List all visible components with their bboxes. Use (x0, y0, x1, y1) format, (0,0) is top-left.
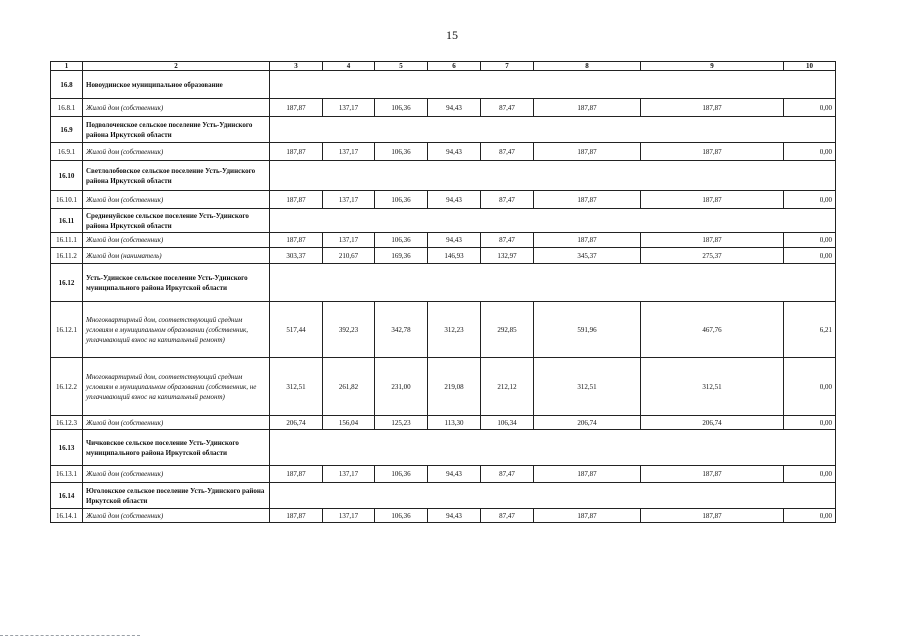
item-row (51, 233, 836, 248)
section-name: Усть-Удинское сельское поселение Усть-Удинского муниципального района Иркутской области (83, 264, 270, 302)
row-code: 16.12 (51, 264, 83, 302)
value-cell: 345,37 (534, 248, 641, 264)
value-cell: 303,37 (270, 248, 323, 264)
value-cell: 87,47 (481, 191, 534, 209)
row-code: 16.14.1 (51, 509, 83, 523)
value-cell: 187,87 (641, 233, 784, 248)
value-cell: 94,43 (428, 99, 481, 117)
value-cell: 106,34 (481, 416, 534, 430)
section-row (51, 430, 836, 466)
value-cell: 187,87 (270, 466, 323, 483)
value-cell: 106,36 (375, 99, 428, 117)
section-empty-cell (270, 209, 836, 233)
value-cell: 169,36 (375, 248, 428, 264)
value-cell: 0,00 (784, 143, 836, 161)
section-name: Чичковское сельское поселение Усть-Удинского муниципального района Иркутской области (83, 430, 270, 466)
row-code: 16.12.3 (51, 416, 83, 430)
value-cell: 87,47 (481, 509, 534, 523)
value-cell: 187,87 (534, 191, 641, 209)
item-row (51, 191, 836, 209)
housing-type: Многоквартирный дом, соответствующий средним условиям в муниципальном образовании (собственник, не уплачивающий взнос на капитальный ремонт) (83, 358, 270, 416)
row-code: 16.13 (51, 430, 83, 466)
value-cell: 261,82 (323, 358, 375, 416)
value-cell: 94,43 (428, 466, 481, 483)
value-cell: 106,36 (375, 143, 428, 161)
housing-type: Жилой дом (собственник) (83, 233, 270, 248)
housing-type: Многоквартирный дом, соответствующий средним условиям в муниципальном образовании (собственник, уплачивающий взнос на капитальный ремонт) (83, 302, 270, 358)
value-cell: 312,51 (270, 358, 323, 416)
value-cell: 467,76 (641, 302, 784, 358)
value-cell: 94,43 (428, 509, 481, 523)
section-empty-cell (270, 430, 836, 466)
value-cell: 187,87 (534, 233, 641, 248)
value-cell: 231,00 (375, 358, 428, 416)
value-cell: 0,00 (784, 358, 836, 416)
value-cell: 137,17 (323, 466, 375, 483)
value-cell: 187,87 (641, 99, 784, 117)
value-cell: 219,08 (428, 358, 481, 416)
row-code: 16.9.1 (51, 143, 83, 161)
value-cell: 106,36 (375, 233, 428, 248)
value-cell: 94,43 (428, 233, 481, 248)
value-cell: 206,74 (641, 416, 784, 430)
value-cell: 210,67 (323, 248, 375, 264)
column-header: 4 (323, 62, 375, 71)
value-cell: 312,51 (641, 358, 784, 416)
value-cell: 0,00 (784, 233, 836, 248)
section-name: Средненуйское сельское поселение Усть-Удинского района Иркутской области (83, 209, 270, 233)
section-row (51, 209, 836, 233)
page-number: 15 (446, 28, 458, 42)
housing-type: Жилой дом (собственник) (83, 191, 270, 209)
section-empty-cell (270, 161, 836, 191)
value-cell: 187,87 (270, 233, 323, 248)
column-header: 8 (534, 62, 641, 71)
value-cell: 137,17 (323, 233, 375, 248)
item-row (51, 248, 836, 264)
value-cell: 87,47 (481, 233, 534, 248)
section-row (51, 71, 836, 99)
value-cell: 0,00 (784, 466, 836, 483)
row-code: 16.10.1 (51, 191, 83, 209)
value-cell: 87,47 (481, 143, 534, 161)
column-header: 2 (83, 62, 270, 71)
value-cell: 392,23 (323, 302, 375, 358)
value-cell: 0,00 (784, 191, 836, 209)
value-cell: 312,23 (428, 302, 481, 358)
section-row (51, 161, 836, 191)
section-name: Подволоченское сельское поселение Усть-Удинского района Иркутской области (83, 117, 270, 143)
value-cell: 106,36 (375, 466, 428, 483)
column-header: 3 (270, 62, 323, 71)
column-header: 6 (428, 62, 481, 71)
value-cell: 187,87 (270, 191, 323, 209)
value-cell: 187,87 (534, 509, 641, 523)
row-code: 16.11.2 (51, 248, 83, 264)
value-cell: 187,87 (641, 191, 784, 209)
value-cell: 137,17 (323, 191, 375, 209)
column-header: 10 (784, 62, 836, 71)
value-cell: 312,51 (534, 358, 641, 416)
housing-type: Жилой дом (собственник) (83, 416, 270, 430)
value-cell: 0,00 (784, 99, 836, 117)
housing-type: Жилой дом (собственник) (83, 99, 270, 117)
row-code: 16.12.2 (51, 358, 83, 416)
value-cell: 517,44 (270, 302, 323, 358)
value-cell: 342,78 (375, 302, 428, 358)
column-header: 7 (481, 62, 534, 71)
value-cell: 137,17 (323, 99, 375, 117)
value-cell: 137,17 (323, 143, 375, 161)
section-row (51, 483, 836, 509)
value-cell: 0,00 (784, 248, 836, 264)
column-header: 5 (375, 62, 428, 71)
section-empty-cell (270, 483, 836, 509)
value-cell: 6,21 (784, 302, 836, 358)
value-cell: 187,87 (534, 143, 641, 161)
value-cell: 187,87 (270, 143, 323, 161)
item-row (51, 99, 836, 117)
value-cell: 106,36 (375, 509, 428, 523)
value-cell: 206,74 (270, 416, 323, 430)
column-header: 1 (51, 62, 83, 71)
value-cell: 113,30 (428, 416, 481, 430)
value-cell: 0,00 (784, 416, 836, 430)
section-row (51, 264, 836, 302)
table-body (51, 62, 836, 523)
value-cell: 187,87 (534, 466, 641, 483)
section-row (51, 117, 836, 143)
item-row (51, 302, 836, 358)
item-row (51, 358, 836, 416)
value-cell: 106,36 (375, 191, 428, 209)
value-cell: 156,04 (323, 416, 375, 430)
row-code: 16.13.1 (51, 466, 83, 483)
value-cell: 87,47 (481, 466, 534, 483)
value-cell: 132,97 (481, 248, 534, 264)
housing-type: Жилой дом (собственник) (83, 466, 270, 483)
row-code: 16.10 (51, 161, 83, 191)
housing-type: Жилой дом (собственник) (83, 143, 270, 161)
column-header: 9 (641, 62, 784, 71)
value-cell: 206,74 (534, 416, 641, 430)
row-code: 16.11.1 (51, 233, 83, 248)
value-cell: 146,93 (428, 248, 481, 264)
item-row (51, 416, 836, 430)
value-cell: 212,12 (481, 358, 534, 416)
row-code: 16.12.1 (51, 302, 83, 358)
housing-type: Жилой дом (наниматель) (83, 248, 270, 264)
section-name: Юголокское сельское поселение Усть-Удинского района Иркутской области (83, 483, 270, 509)
section-empty-cell (270, 117, 836, 143)
value-cell: 125,23 (375, 416, 428, 430)
value-cell: 275,37 (641, 248, 784, 264)
value-cell: 591,96 (534, 302, 641, 358)
section-empty-cell (270, 264, 836, 302)
row-code: 16.8.1 (51, 99, 83, 117)
row-code: 16.14 (51, 483, 83, 509)
section-empty-cell (270, 71, 836, 99)
value-cell: 87,47 (481, 99, 534, 117)
value-cell: 187,87 (534, 99, 641, 117)
item-row (51, 466, 836, 483)
value-cell: 187,87 (641, 466, 784, 483)
value-cell: 187,87 (270, 99, 323, 117)
row-code: 16.11 (51, 209, 83, 233)
value-cell: 187,87 (641, 509, 784, 523)
value-cell: 187,87 (641, 143, 784, 161)
row-code: 16.8 (51, 71, 83, 99)
section-name: Светлолобовское сельское поселение Усть-Удинского района Иркутской области (83, 161, 270, 191)
section-name: Новоудинское муниципальное образование (83, 71, 270, 99)
item-row (51, 509, 836, 523)
value-cell: 0,00 (784, 509, 836, 523)
value-cell: 137,17 (323, 509, 375, 523)
value-cell: 292,85 (481, 302, 534, 358)
column-header-row (51, 62, 836, 71)
scan-edge-mark (0, 635, 140, 637)
housing-type: Жилой дом (собственник) (83, 509, 270, 523)
tariff-table (50, 61, 836, 523)
value-cell: 94,43 (428, 191, 481, 209)
value-cell: 187,87 (270, 509, 323, 523)
row-code: 16.9 (51, 117, 83, 143)
value-cell: 94,43 (428, 143, 481, 161)
item-row (51, 143, 836, 161)
